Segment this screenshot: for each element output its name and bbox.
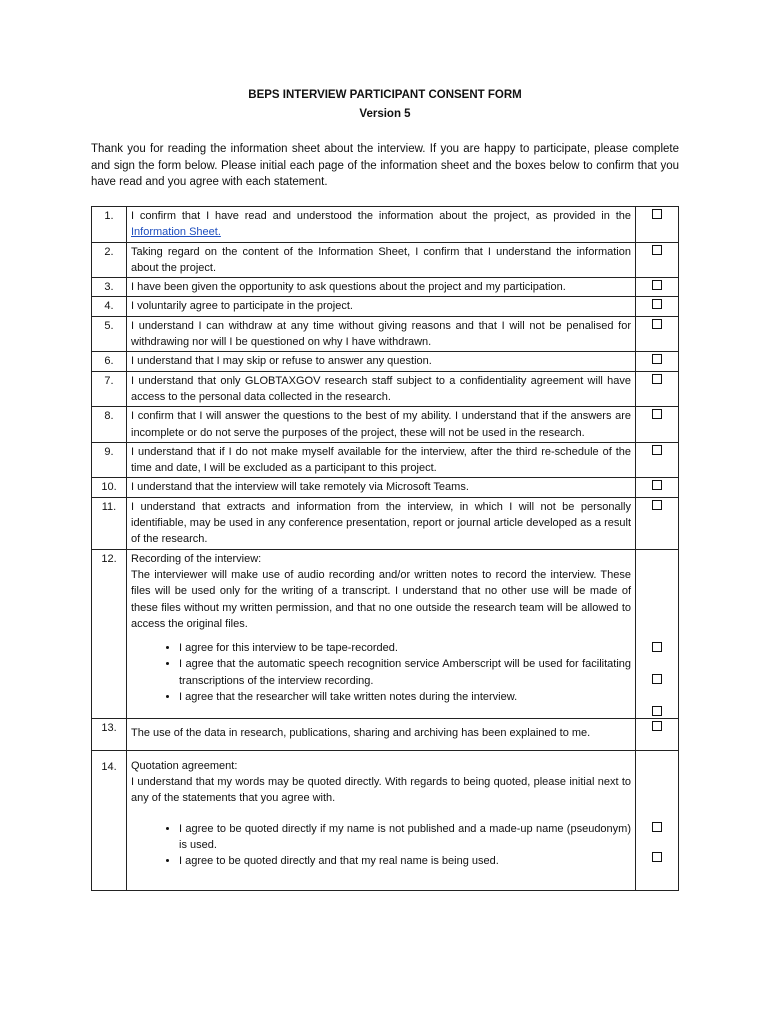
consent-checkbox-cell bbox=[636, 207, 679, 243]
list-item: • I agree for this interview to be tape-recorded. bbox=[179, 640, 631, 656]
row-number: 6. bbox=[92, 352, 127, 371]
table-row bbox=[92, 442, 679, 478]
row-statement: I have been given the opportunity to ask questions about the project and my participation. bbox=[127, 278, 636, 297]
recording-options bbox=[131, 640, 631, 705]
consent-checkbox-14b[interactable] bbox=[652, 852, 662, 862]
row-number: 8. bbox=[92, 407, 127, 443]
row-number: 2. bbox=[92, 242, 127, 278]
table-row bbox=[92, 750, 679, 891]
table-row bbox=[92, 278, 679, 297]
consent-checkbox-cell bbox=[636, 352, 679, 371]
consent-checkbox-12a[interactable] bbox=[652, 642, 662, 652]
row-number: 12. bbox=[92, 549, 127, 719]
consent-checkbox-5[interactable] bbox=[652, 319, 662, 329]
table-row bbox=[92, 407, 679, 443]
row-number: 4. bbox=[92, 297, 127, 316]
information-sheet-link[interactable]: Information Sheet. bbox=[131, 226, 221, 239]
table-row bbox=[92, 316, 679, 352]
row-number: 10. bbox=[92, 478, 127, 497]
consent-checkbox-8[interactable] bbox=[652, 409, 662, 419]
consent-checkbox-cell bbox=[636, 316, 679, 352]
consent-checkbox-3[interactable] bbox=[652, 280, 662, 290]
row-number: 3. bbox=[92, 278, 127, 297]
intro-paragraph: Thank you for reading the information sheet about the interview. If you are happy to participate, please complete and sign the form below. Please initial each page of the information sheet and the boxes below to confirm that you have read and you agree with each statement. bbox=[91, 143, 679, 188]
row-statement bbox=[127, 750, 636, 891]
consent-checkbox-cell bbox=[636, 549, 679, 719]
form-title-block bbox=[0, 86, 770, 124]
quotation-heading: Quotation agreement: bbox=[131, 759, 238, 772]
consent-checkbox-12b[interactable] bbox=[652, 674, 662, 684]
consent-checkbox-12c[interactable] bbox=[652, 706, 662, 716]
row-statement: I understand I can withdraw at any time without giving reasons and that I will not be penalised for withdrawing nor will I be questioned on why I have withdrawn. bbox=[127, 316, 636, 352]
consent-checkbox-14a[interactable] bbox=[652, 822, 662, 832]
table-row bbox=[92, 549, 679, 719]
consent-checkbox-13[interactable] bbox=[652, 721, 662, 731]
table-row bbox=[92, 242, 679, 278]
consent-checkbox-7[interactable] bbox=[652, 374, 662, 384]
row-statement: I understand that extracts and information from the interview, in which I will not be personally identifiable, may be used in any conference presentation, report or journal article developed as a result of the research. bbox=[127, 497, 636, 549]
consent-checkbox-1[interactable] bbox=[652, 209, 662, 219]
list-item: • I agree that the researcher will take written notes during the interview. bbox=[179, 689, 631, 705]
row-number: 1. bbox=[92, 207, 127, 243]
list-item: • I agree to be quoted directly and that my real name is being used. bbox=[179, 853, 631, 869]
consent-checkbox-cell bbox=[636, 242, 679, 278]
row-number: 5. bbox=[92, 316, 127, 352]
consent-checkbox-cell bbox=[636, 371, 679, 407]
consent-checkbox-2[interactable] bbox=[652, 245, 662, 255]
row-statement: I understand that I may skip or refuse to answer any question. bbox=[127, 352, 636, 371]
consent-checkbox-cell bbox=[636, 297, 679, 316]
consent-checkbox-6[interactable] bbox=[652, 354, 662, 364]
consent-table bbox=[91, 206, 679, 891]
consent-checkbox-cell bbox=[636, 497, 679, 549]
table-row bbox=[92, 297, 679, 316]
consent-checkbox-11[interactable] bbox=[652, 500, 662, 510]
row-statement: The use of the data in research, publications, sharing and archiving has been explained to me. bbox=[127, 719, 636, 750]
consent-checkbox-4[interactable] bbox=[652, 299, 662, 309]
table-row bbox=[92, 719, 679, 750]
statement-text: I confirm that I have read and understood the information about the project, as provided in the bbox=[131, 210, 631, 222]
table-row bbox=[92, 207, 679, 243]
recording-text: The interviewer will make use of audio recording and/or written notes to record the interview. These files will be used only for the writing of a transcript. I understand that no other use will be made of these files without my written permission, and that no one outside the research team will be allowed to access the original files. bbox=[131, 568, 631, 630]
table-row bbox=[92, 352, 679, 371]
form-title: BEPS INTERVIEW PARTICIPANT CONSENT FORM bbox=[248, 89, 522, 101]
consent-checkbox-cell bbox=[636, 719, 679, 750]
row-statement: I understand that if I do not make myself available for the interview, after the third re-schedule of the time and date, I will be excluded as a participant to this project. bbox=[127, 442, 636, 478]
row-number: 13. bbox=[92, 719, 127, 750]
consent-checkbox-cell bbox=[636, 478, 679, 497]
row-statement: I understand that the interview will take remotely via Microsoft Teams. bbox=[127, 478, 636, 497]
table-row bbox=[92, 478, 679, 497]
row-number: 7. bbox=[92, 371, 127, 407]
table-row bbox=[92, 497, 679, 549]
list-item: • I agree to be quoted directly if my name is not published and a made-up name (pseudonym) is used. bbox=[179, 821, 631, 854]
consent-checkbox-9[interactable] bbox=[652, 445, 662, 455]
row-number: 9. bbox=[92, 442, 127, 478]
row-number: 11. bbox=[92, 497, 127, 549]
quotation-text: I understand that my words may be quoted directly. With regards to being quoted, please initial next to any of the statements that you agree with. bbox=[131, 775, 631, 805]
row-statement bbox=[127, 549, 636, 719]
row-statement bbox=[127, 207, 636, 243]
consent-checkbox-cell bbox=[636, 442, 679, 478]
quotation-options bbox=[131, 821, 631, 870]
row-statement: I confirm that I will answer the questions to the best of my ability. I understand that if the answers are incomplete or do not serve the purposes of the project, these will not be used in the research. bbox=[127, 407, 636, 443]
form-version: Version 5 bbox=[359, 108, 411, 120]
recording-heading: Recording of the interview: bbox=[131, 552, 262, 565]
consent-checkbox-cell bbox=[636, 278, 679, 297]
row-statement: I voluntarily agree to participate in the project. bbox=[127, 297, 636, 316]
row-number: 14. bbox=[92, 750, 127, 891]
consent-checkbox-cell bbox=[636, 407, 679, 443]
row-statement: Taking regard on the content of the Information Sheet, I confirm that I understand the information about the project. bbox=[127, 242, 636, 278]
consent-checkbox-cell bbox=[636, 750, 679, 891]
table-row bbox=[92, 371, 679, 407]
row-statement: I understand that only GLOBTAXGOV research staff subject to a confidentiality agreement will have access to the personal data collected in the research. bbox=[127, 371, 636, 407]
list-item: • I agree that the automatic speech recognition service Amberscript will be used for facilitating transcriptions of the interview recording. bbox=[179, 656, 631, 689]
consent-checkbox-10[interactable] bbox=[652, 480, 662, 490]
